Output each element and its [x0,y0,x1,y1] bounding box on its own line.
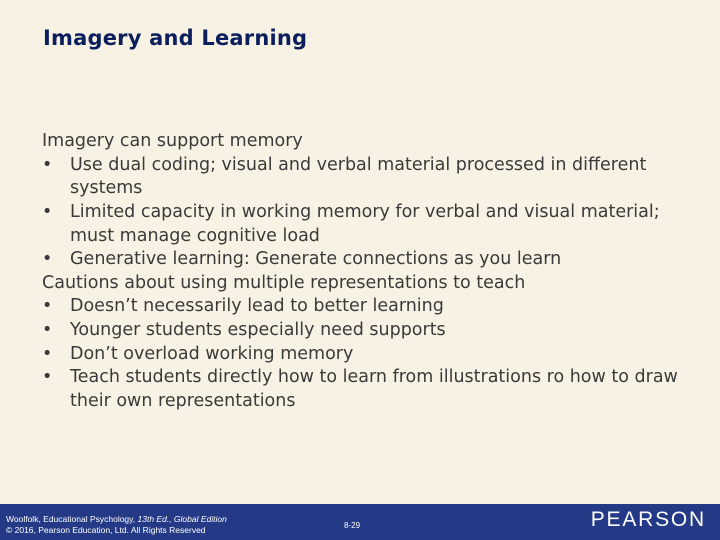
bullet-text: Teach students directly how to learn from illustrations ro how to draw their own representations [70,367,678,411]
bullet-text: Limited capacity in working memory for verbal and visual material; must manage cognitive load [70,201,660,246]
section-heading-imagery: Imagery can support memory [42,131,303,151]
bullet-item [42,154,682,201]
copyright-text: © 2016, Pearson Education, Ltd. All Rights Reserved [6,525,206,536]
bullet-item [42,201,682,248]
bullet-text: Don’t overload working memory [70,343,354,364]
bullet-list-cautions [42,295,682,413]
citation-author: Woolfolk, Educational Psychology, [6,514,136,524]
bullet-item [42,319,682,343]
bullet-item [42,366,682,413]
citation-line [6,514,227,525]
bullet-icon: • [42,367,53,388]
page-number: 8-29 [344,521,361,530]
bullet-icon: • [42,201,53,222]
bullet-item [42,295,682,319]
bullet-text: Younger students especially need supports [70,320,446,340]
bullet-icon: • [42,296,53,317]
slide-content [42,130,682,414]
bullet-icon: • [42,154,53,175]
bullet-text: Generative learning: Generate connections as you learn [70,249,562,270]
bullet-item [42,343,682,367]
footer-citation [6,514,227,537]
bullet-text: Use dual coding; visual and verbal material processed in different systems [70,154,647,199]
bullet-text: Doesn’t necessarily lead to better learning [70,296,444,317]
citation-edition: 13th Ed., Global Edition [137,514,227,524]
bullet-icon: • [42,249,53,270]
bullet-icon: • [42,343,53,364]
bullet-item [42,248,682,272]
pearson-logo: PEARSON [590,508,706,531]
slide-title: Imagery and Learning [43,26,308,50]
bullet-icon: • [42,320,53,340]
bullet-list-imagery [42,154,682,272]
footer-bar [0,504,720,540]
section-heading-cautions: Cautions about using multiple representations to teach [42,272,526,293]
